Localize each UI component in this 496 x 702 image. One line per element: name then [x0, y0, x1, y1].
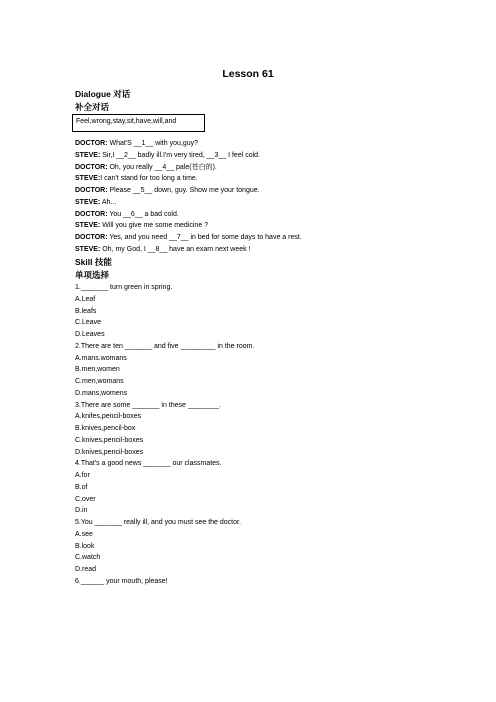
speaker-label: DOCTOR: [75, 187, 108, 194]
dialogue-line [75, 209, 475, 221]
question-text: 2.There are ten _______ and five _________ in the room. [75, 342, 255, 350]
dialogue-line [75, 173, 475, 185]
mc-heading: 单项选择 [75, 270, 110, 280]
dialogue-line [75, 220, 475, 232]
speaker-label: STEVE: [75, 151, 101, 159]
dialogue-section [75, 138, 475, 256]
answer-option: C.men,womans [75, 378, 124, 385]
speaker-label: STEVE: [75, 175, 101, 183]
question-text: 6.______ your mouth, please! [75, 577, 168, 585]
dialogue-text: Will you give me some medicine ? [100, 222, 209, 230]
answer-option: A.see [75, 530, 93, 538]
speaker-label: STEVE: [75, 245, 101, 253]
dialogue-text: You __6__ a bad cold. [107, 210, 179, 218]
dialogue-line [75, 185, 475, 197]
dialogue-heading: Dialogue 对话 [75, 89, 131, 99]
speaker-label: DOCTOR: [75, 234, 108, 241]
question-text: 5.You _______ really ill, and you must see the doctor. [75, 519, 241, 526]
answer-option: A.knifes,pencil-boxes [75, 413, 142, 421]
dialogue-text: I can't stand for too long a time. [100, 175, 198, 183]
dialogue-line [75, 197, 475, 209]
answer-option: C.watch [75, 554, 101, 562]
dialogue-text: Yes, and you need __7__ in bed for some days to have a rest. [107, 234, 302, 241]
answer-option: C.over [75, 495, 96, 503]
answer-option: D.read [75, 566, 97, 573]
answer-option: B.of [75, 483, 88, 491]
answer-option: A.Leaf [75, 295, 96, 303]
dialogue-line [75, 232, 475, 244]
answer-option: B.knives,pencil-box [75, 425, 136, 432]
dialogue-text: What'S __1__ with you,guy? [107, 140, 198, 147]
answer-option: D.knives,pencil-boxes [75, 448, 144, 456]
dialogue-line [75, 162, 475, 174]
dialogue-text: Oh, my God, I __8__ have an exam next week ! [100, 245, 251, 253]
dialogue-line [75, 244, 475, 256]
dialogue-text: Ah... [100, 198, 117, 206]
fill-heading: 补全对话 [75, 102, 110, 112]
answer-option: C.knives,pencil-boxes [75, 436, 144, 444]
answer-option: A.mans.womans [75, 354, 127, 362]
answer-option: D.in [75, 507, 88, 515]
dialogue-text: Please __5__ down, guy. Show me your tongue. [107, 187, 260, 194]
speaker-label: DOCTOR: [75, 140, 108, 147]
dialogue-line [75, 150, 475, 162]
answer-option: D.Leaves [75, 331, 105, 338]
word-bank-box: Feel,wrong,stay,sit,have,will,and [72, 114, 205, 132]
page-title: Lesson 61 [222, 68, 274, 80]
dialogue-line [75, 138, 475, 150]
question-text: 4.That's a good news _______ our classmates. [75, 460, 222, 468]
skill-heading: Skill 技能 [75, 256, 112, 267]
answer-option: B.look [75, 542, 95, 550]
speaker-label: STEVE: [75, 222, 101, 230]
answer-option: A.for [75, 472, 90, 479]
questions-section [75, 282, 475, 588]
answer-option: B.men,women [75, 366, 120, 374]
speaker-label: STEVE: [75, 198, 101, 206]
question-text: 1._______ turn green in spring. [75, 284, 173, 291]
answer-option: D.mans,womens [75, 389, 128, 397]
answer-option: C.Leave [75, 319, 102, 327]
dialogue-text: Oh, you really __4__ pale(苍白的). [107, 163, 217, 171]
speaker-label: DOCTOR: [75, 210, 108, 218]
speaker-label: DOCTOR: [75, 163, 108, 171]
question-text: 3.There are some _______ in these ________. [75, 401, 221, 409]
document-body [75, 138, 475, 588]
answer-option: B.leafs [75, 307, 97, 315]
dialogue-text: Sir,I __2__ badly ill.I'm very tired, __3__ I feel cold. [100, 151, 260, 159]
